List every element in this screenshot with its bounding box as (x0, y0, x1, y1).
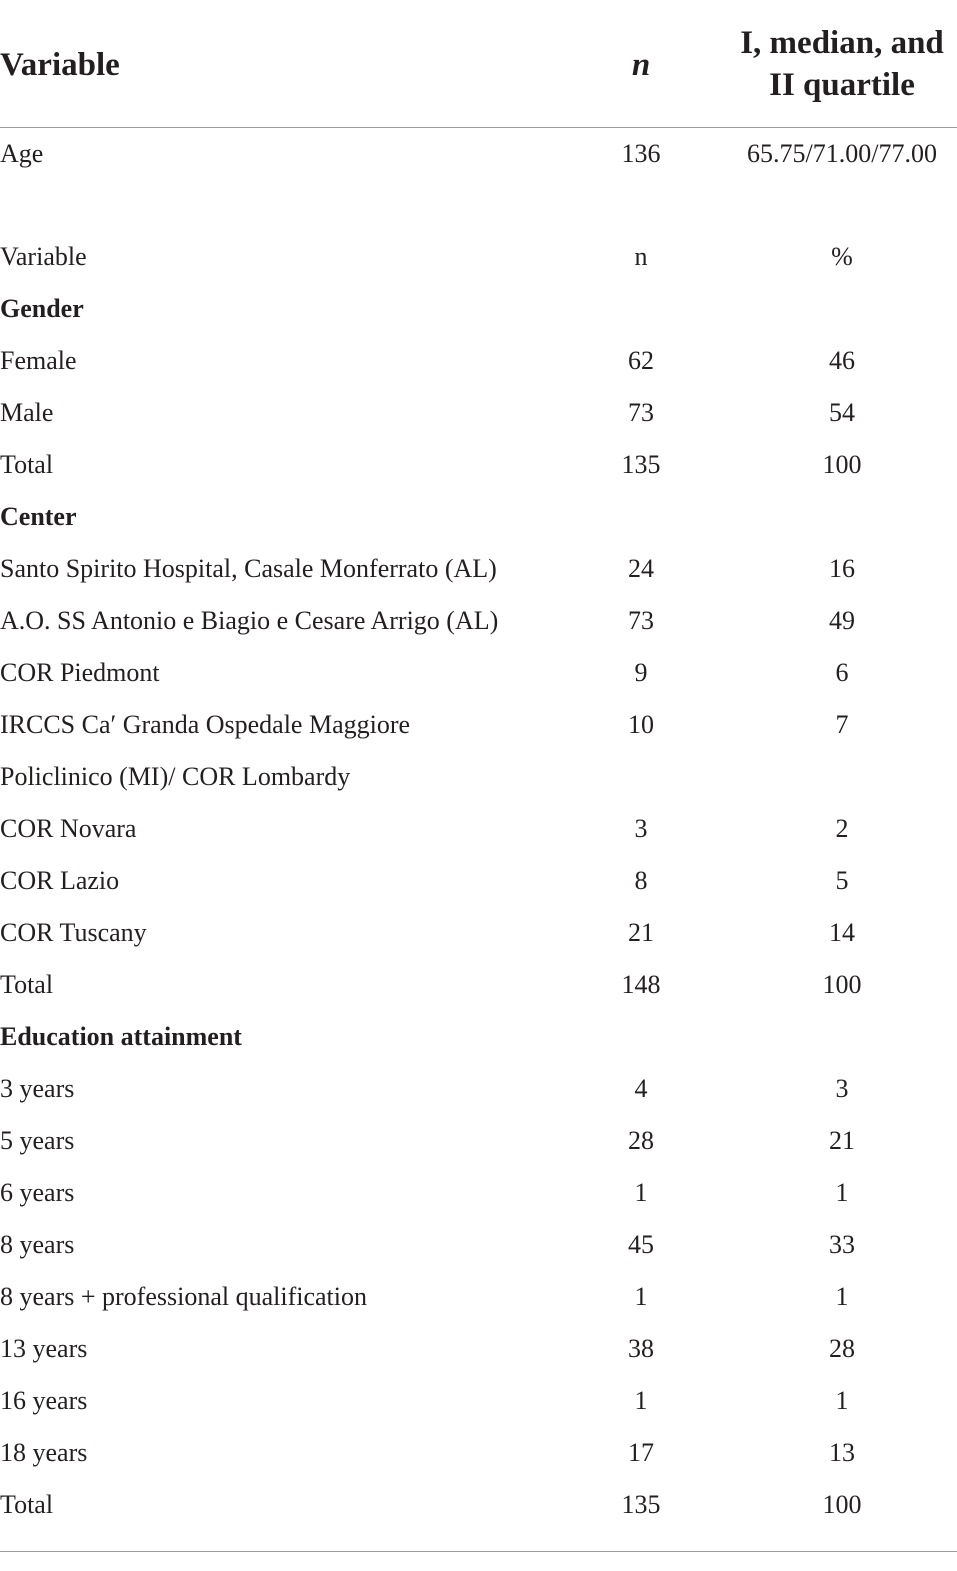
table-header (0, 0, 957, 127)
row-percent: 100 (822, 450, 862, 479)
table-row (0, 543, 957, 595)
table-row (0, 335, 957, 387)
row-n: 135 (621, 1490, 661, 1519)
row-percent: 28 (829, 1334, 855, 1363)
row-percent: 49 (829, 606, 855, 635)
row-n: 1 (634, 1386, 648, 1415)
table-row (0, 1063, 957, 1115)
header-n: n (631, 47, 651, 83)
row-label: 3 years (0, 1074, 75, 1103)
row-n: 4 (634, 1074, 648, 1103)
age-label: Age (0, 139, 44, 168)
table-row (0, 1323, 957, 1375)
row-n: 3 (634, 814, 648, 843)
table-row (0, 1167, 957, 1219)
row-percent: 16 (829, 554, 855, 583)
row-percent: 6 (835, 658, 849, 687)
row-n: 1 (634, 1178, 648, 1207)
table-row (0, 1115, 957, 1167)
row-percent: 1 (835, 1282, 849, 1311)
header-variable: Variable (0, 47, 120, 83)
row-label: COR Lazio (0, 866, 120, 895)
table-row (0, 439, 957, 491)
row-label: IRCCS Ca′ Granda Ospedale Maggiore (0, 710, 411, 739)
row-label: COR Novara (0, 814, 137, 843)
row-label: 16 years (0, 1386, 88, 1415)
row-percent: 100 (822, 1490, 862, 1519)
row-percent: 2 (835, 814, 849, 843)
row-n: 21 (628, 918, 654, 947)
row-n: 45 (628, 1230, 654, 1259)
row-n: 8 (634, 866, 648, 895)
row-label: 13 years (0, 1334, 88, 1363)
section-row (0, 283, 957, 335)
row-percent: 33 (829, 1230, 855, 1259)
row-percent: 21 (829, 1126, 855, 1155)
bottom-spacer (0, 1531, 957, 1551)
row-n: 73 (628, 606, 654, 635)
row-n: 38 (628, 1334, 654, 1363)
table-row (0, 1219, 957, 1271)
row-n: 28 (628, 1126, 654, 1155)
row-label: A.O. SS Antonio e Biagio e Cesare Arrigo (AL) (0, 606, 499, 635)
row-label: Policlinico (MI)/ COR Lombardy (0, 762, 351, 791)
row-n: 10 (628, 710, 654, 739)
table-row (0, 1375, 957, 1427)
age-quartiles: 65.75/71.00/77.00 (747, 139, 937, 168)
table-row (0, 699, 957, 751)
age-row (0, 128, 957, 180)
row-n: 73 (628, 398, 654, 427)
row-n: 1 (634, 1282, 648, 1311)
subheader-percent: % (831, 242, 853, 271)
row-label: Male (0, 398, 54, 427)
age-n: 136 (621, 139, 661, 168)
table-row (0, 907, 957, 959)
row-n: 17 (628, 1438, 654, 1467)
row-percent: 7 (835, 710, 849, 739)
bottom-rule (0, 1551, 957, 1552)
row-label: Santo Spirito Hospital, Casale Monferrato (AL) (0, 554, 497, 583)
row-label: 18 years (0, 1438, 88, 1467)
row-percent: 14 (829, 918, 855, 947)
table-row (0, 959, 957, 1011)
row-percent: 100 (822, 970, 862, 999)
row-label: COR Tuscany (0, 918, 147, 947)
table-row (0, 595, 957, 647)
row-label: 5 years (0, 1126, 75, 1155)
row-n: 24 (628, 554, 654, 583)
section-label: Education attainment (0, 1022, 242, 1051)
row-label: COR Piedmont (0, 658, 160, 687)
table-row (0, 803, 957, 855)
row-label: Total (0, 970, 54, 999)
row-n: 9 (634, 658, 648, 687)
row-percent: 1 (835, 1178, 849, 1207)
section-row (0, 1011, 957, 1063)
subheader-n: n (634, 242, 648, 271)
row-label: 6 years (0, 1178, 75, 1207)
row-percent: 46 (829, 346, 855, 375)
spacer (0, 180, 957, 231)
row-label: 8 years (0, 1230, 75, 1259)
header-quartiles: I, median, and II quartile (740, 25, 944, 103)
row-n: 148 (621, 970, 661, 999)
row-percent: 54 (829, 398, 855, 427)
row-n: 62 (628, 346, 654, 375)
table-row (0, 1427, 957, 1479)
subheader-variable: Variable (0, 242, 87, 271)
table-body (0, 283, 957, 1531)
row-percent: 1 (835, 1386, 849, 1415)
table-row (0, 647, 957, 699)
row-n: 135 (621, 450, 661, 479)
row-percent: 3 (835, 1074, 849, 1103)
row-label: Female (0, 346, 77, 375)
table-row (0, 1479, 957, 1531)
subheader-row (0, 231, 957, 283)
row-percent: 13 (829, 1438, 855, 1467)
row-label: 8 years + professional qualification (0, 1282, 367, 1311)
table-row (0, 1271, 957, 1323)
table-row (0, 387, 957, 439)
section-label: Gender (0, 294, 84, 323)
row-percent: 5 (835, 866, 849, 895)
section-label: Center (0, 502, 77, 531)
table-row (0, 751, 957, 803)
section-row (0, 491, 957, 543)
row-label: Total (0, 450, 54, 479)
row-label: Total (0, 1490, 54, 1519)
table-row (0, 855, 957, 907)
